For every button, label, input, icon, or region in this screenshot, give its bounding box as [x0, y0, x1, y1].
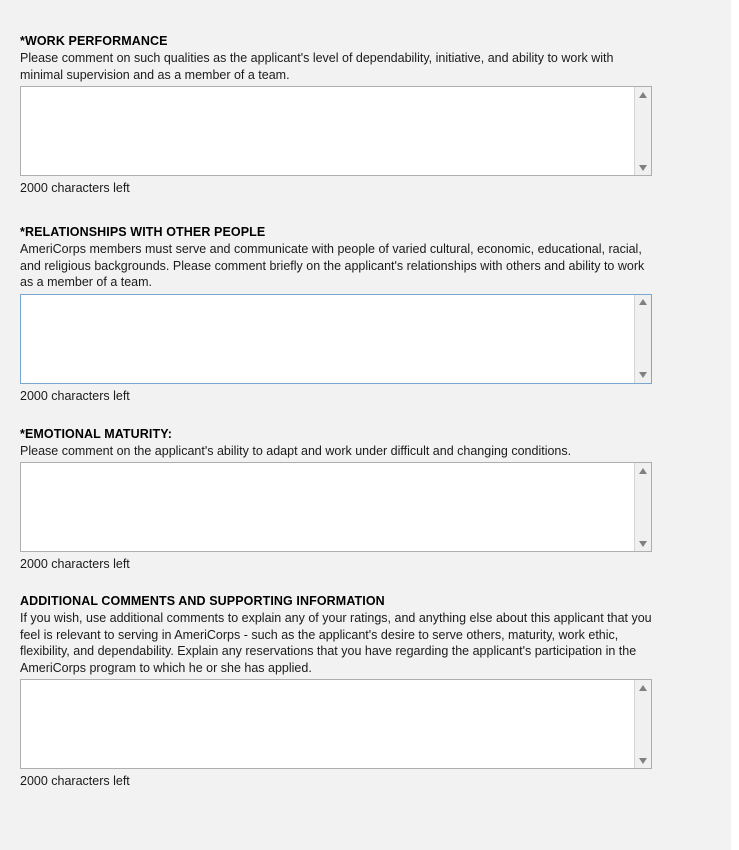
section-description: Please comment on such qualities as the applicant's level of dependability, initiative, and ability to work with minimal supervision and as a member of a team. [20, 51, 614, 82]
section-work-performance [20, 34, 652, 196]
textarea-wrapper [20, 679, 652, 769]
section-description: If you wish, use additional comments to explain any of your ratings, and anything else about this applicant that you feel is relevant to serving in AmeriCorps - such as the applicant's desire to serve others, maturity, work ethic, flexibility, and dependability. Explain any reservations that you have regarding the applicant's participation in the AmeriCorps program to which he or she has applied. [20, 611, 652, 675]
scroll-down-arrow-icon[interactable] [635, 160, 651, 175]
scroll-down-arrow-icon[interactable] [635, 753, 651, 768]
characters-left-counter: 2000 characters left [20, 774, 130, 788]
scroll-down-arrow-icon[interactable] [635, 368, 651, 383]
scrollbar[interactable] [634, 463, 651, 551]
section-additional-comments [20, 594, 652, 789]
section-title: *EMOTIONAL MATURITY: [20, 426, 172, 441]
spacer [20, 404, 652, 427]
section-title: *WORK PERFORMANCE [20, 34, 168, 48]
section-description: AmeriCorps members must serve and communicate with people of varied cultural, economic, educational, racial, and religious backgrounds. Please comment briefly on the applicant's relationships with others and ability to work as a member of a team. [20, 242, 645, 289]
scroll-up-arrow-icon[interactable] [635, 680, 651, 695]
characters-left-counter: 2000 characters left [20, 181, 130, 195]
scroll-down-arrow-icon[interactable] [635, 536, 651, 551]
relationships-textarea[interactable] [20, 294, 652, 384]
scroll-up-arrow-icon[interactable] [635, 87, 651, 102]
textarea-wrapper [20, 294, 652, 384]
section-description: Please comment on the applicant's ability to adapt and work under difficult and changing conditions. [20, 443, 572, 458]
scrollbar[interactable] [634, 680, 651, 768]
spacer [20, 572, 652, 594]
additional-comments-textarea[interactable] [20, 679, 652, 769]
textarea-wrapper [20, 86, 652, 176]
textarea-wrapper [20, 462, 652, 552]
emotional-maturity-textarea[interactable] [20, 462, 652, 552]
scrollbar[interactable] [634, 87, 651, 175]
scrollbar[interactable] [634, 295, 651, 383]
characters-left-counter: 2000 characters left [20, 388, 130, 403]
spacer [20, 196, 652, 225]
characters-left-counter: 2000 characters left [20, 557, 130, 571]
section-title: *RELATIONSHIPS WITH OTHER PEOPLE [20, 225, 266, 239]
scroll-up-arrow-icon[interactable] [635, 295, 651, 310]
work-performance-textarea[interactable] [20, 86, 652, 176]
section-emotional-maturity [20, 427, 652, 573]
form-content [20, 34, 652, 789]
section-relationships-with-other-people [20, 225, 652, 404]
section-title: ADDITIONAL COMMENTS AND SUPPORTING INFORMATION [20, 594, 385, 608]
scroll-up-arrow-icon[interactable] [635, 463, 651, 478]
